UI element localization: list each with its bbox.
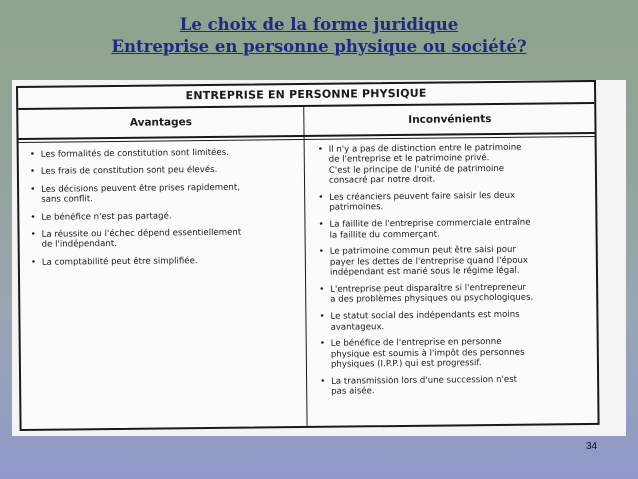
list-item: • Le statut social des indépendants est moins avantageux. <box>318 309 584 333</box>
list-item: • La réussite ou l'échec dépend essentiellement de l'indépendant. <box>30 227 298 251</box>
list-item: • L'entreprise peut disparaître si l'entrepreneur a des problèmes physiques ou psychologiques. <box>318 282 584 306</box>
inconvenients-list <box>317 142 586 404</box>
column-header-inconvenients: Inconvénients <box>408 113 492 126</box>
column-divider <box>303 107 307 426</box>
list-item: • La faillite de l'entreprise commerciale entraîne la faillite du commerçant. <box>317 217 583 241</box>
list-item: • Le patrimoine commun peut être saisi pour payer les dettes de l'entreprise quand l'époux indépendant est marié sous le régime légal. <box>318 244 584 278</box>
list-item: • Le bénéfice n'est pas partagé. <box>29 210 297 223</box>
slide-title <box>0 14 638 58</box>
list-item: • La comptabilité peut être simplifiée. <box>30 255 298 268</box>
table-header: ENTREPRISE EN PERSONNE PHYSIQUE <box>18 82 594 110</box>
page-number: 34 <box>586 441 598 452</box>
title-line-1: Le choix de la forme juridique <box>179 15 459 34</box>
list-item: • Les décisions peuvent être prises rapidement, sans conflit. <box>29 182 297 206</box>
avantages-list <box>29 147 298 275</box>
title-line-2: Entreprise en personne physique ou société? <box>111 37 527 56</box>
scanned-table-image <box>12 80 626 436</box>
list-item: • Les frais de constitution sont peu élevés. <box>29 164 297 177</box>
table-columns <box>18 104 597 429</box>
list-item: • Les créanciers peuvent faire saisir les deux patrimoines. <box>317 190 583 214</box>
list-item: • Il n'y a pas de distinction entre le patrimoine de l'entreprise et le patrimoine privé. C'est le principe de l'unité de patrimoine consacré par notre droit. <box>317 142 583 186</box>
list-item: • Le bénéfice de l'entreprise en personne physique est soumis à l'impôt des personnes physiques (I.P.P.) qui est progressif. <box>319 336 585 370</box>
list-item: • La transmission lors d'une succession n'est pas aisée. <box>319 374 585 398</box>
column-header-avantages: Avantages <box>129 116 193 129</box>
list-item: • Les formalités de constitution sont limitées. <box>29 147 297 160</box>
comparison-table <box>16 80 600 431</box>
